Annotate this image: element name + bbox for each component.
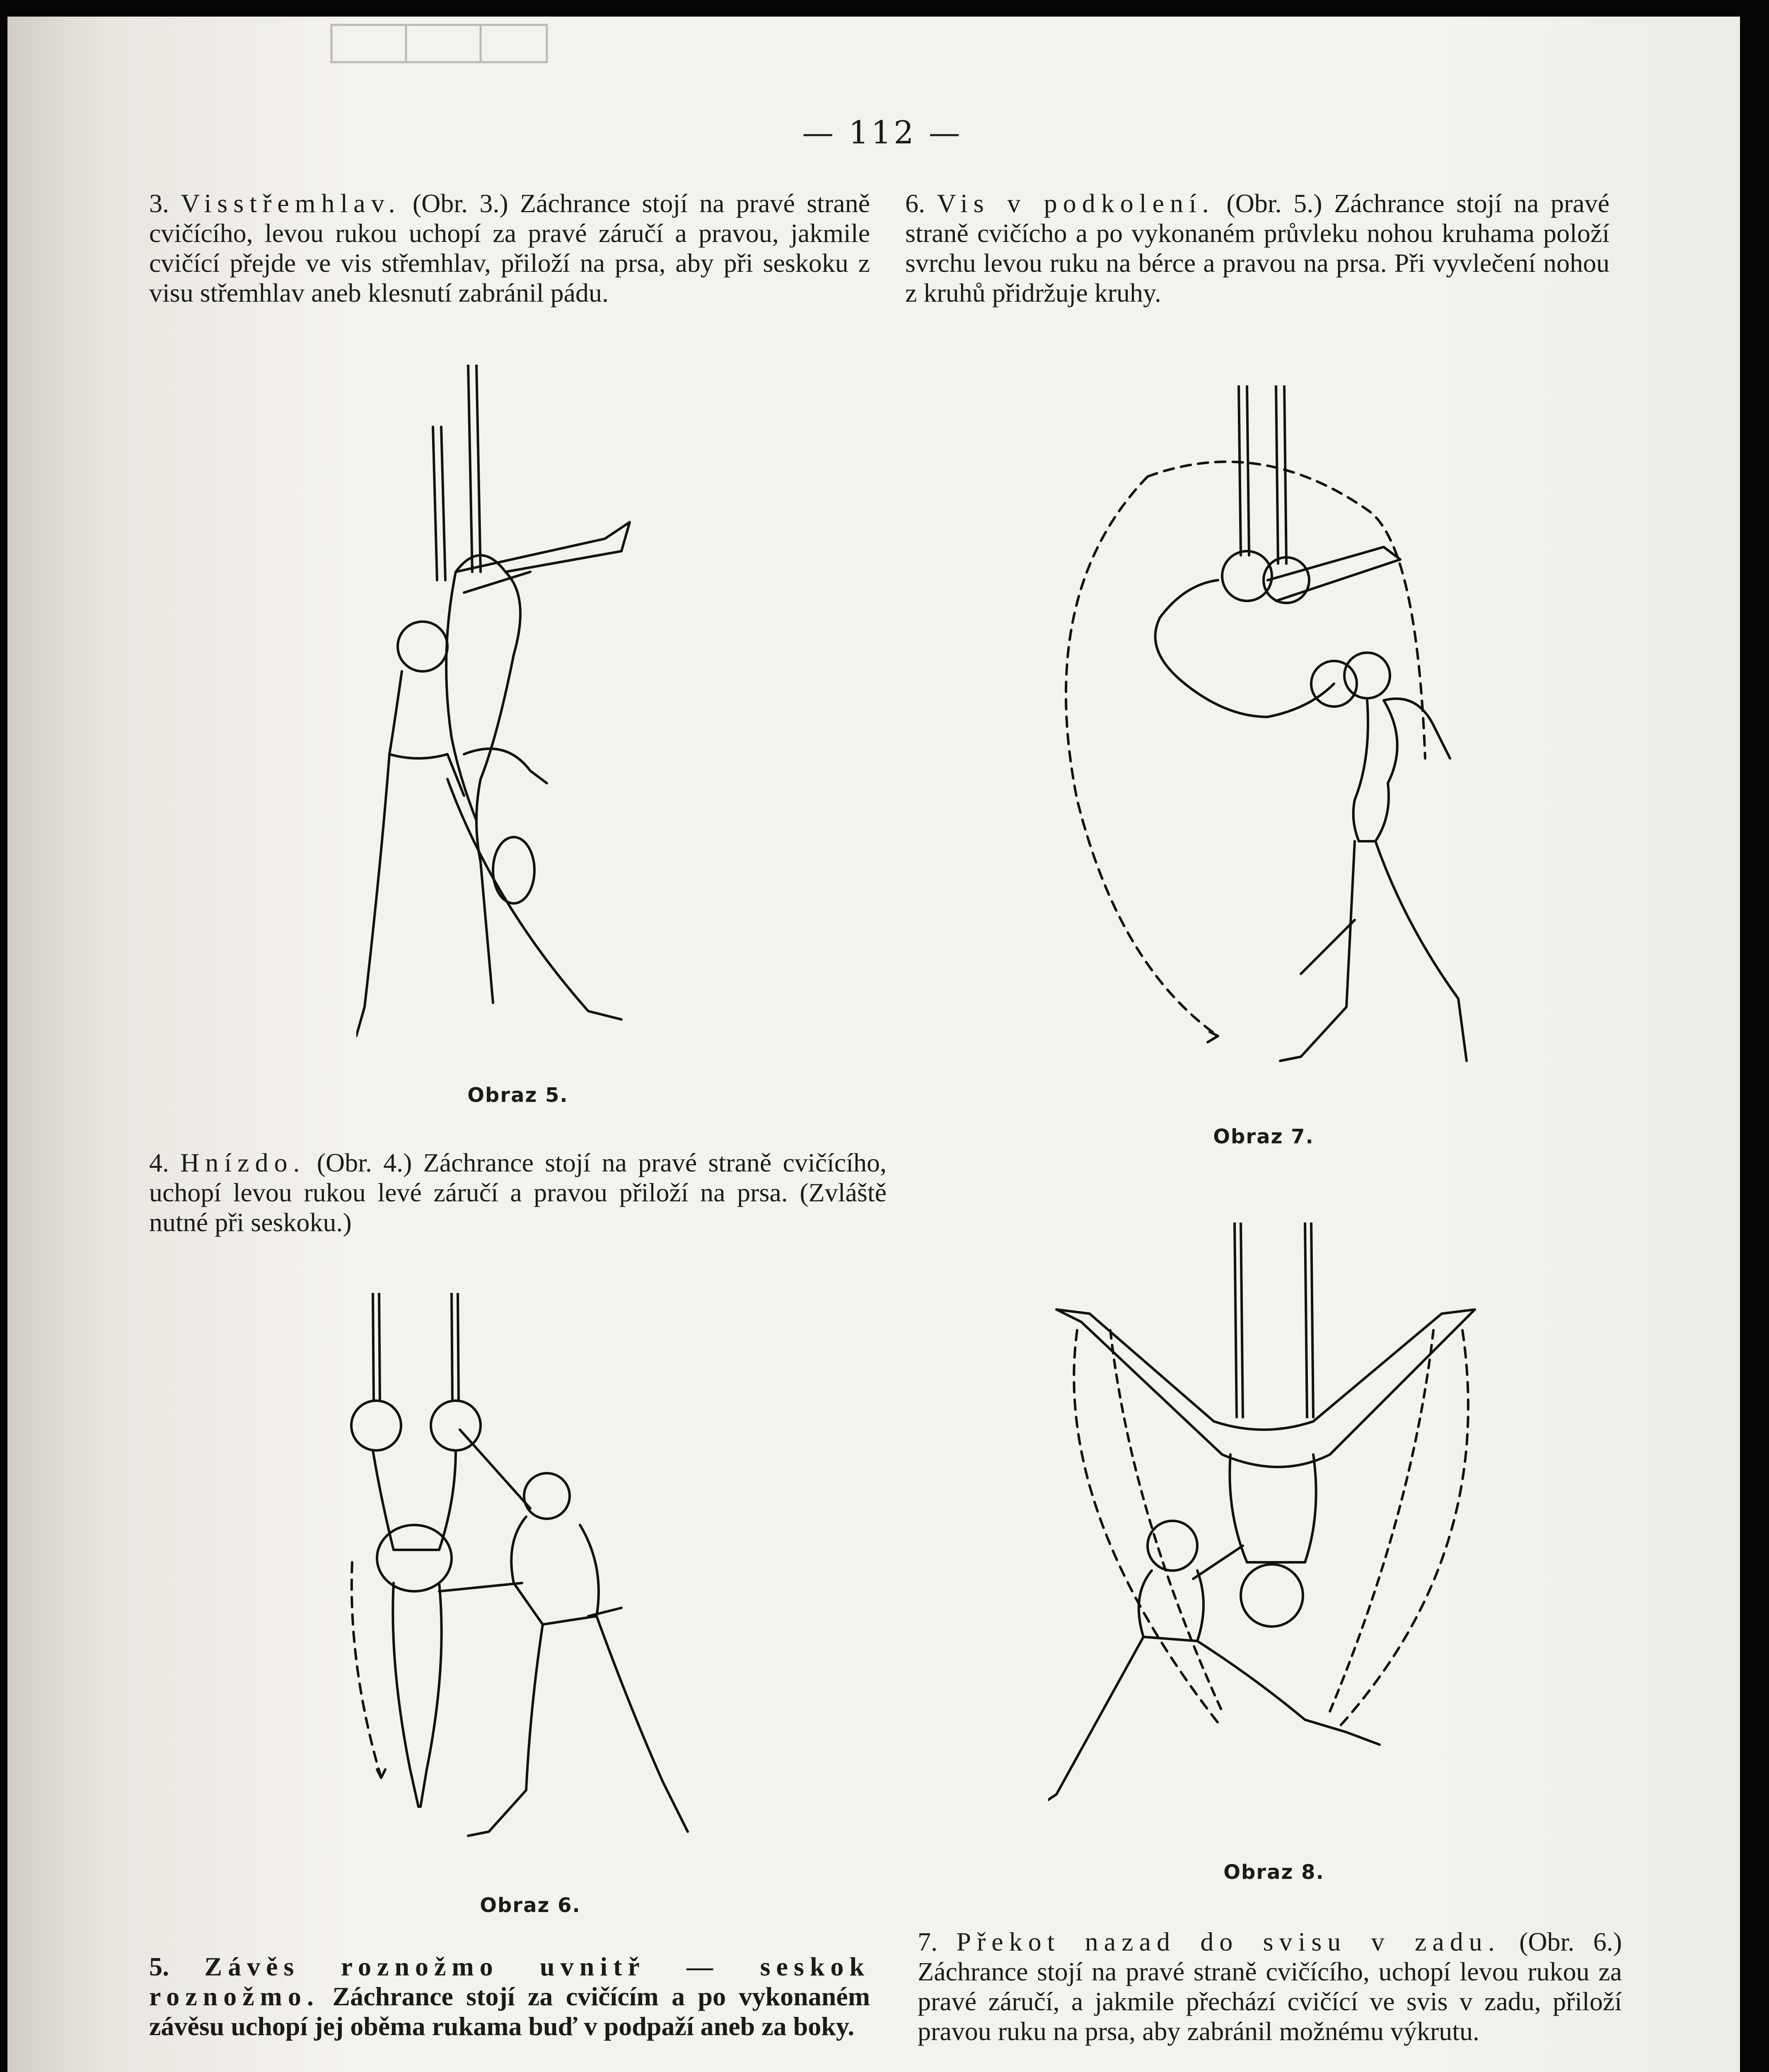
section-title: Překot nazad do svisu v zadu. [956, 1927, 1501, 1956]
faded-stamp-mark [323, 17, 555, 66]
section-body: (Obr. 4.) Záchrance stojí na pravé straně cvičícího, uchopí levou rukou levé záručí a pravou přiloží na prsa. (Zvláště nutné při seskoku.) [149, 1148, 887, 1237]
section-4-paragraph [149, 1148, 887, 1237]
gymnast-inverted-split-illustration [1048, 1222, 1504, 1844]
gymnast-knee-hang-illustration [1011, 385, 1508, 1098]
figure-7-caption: Obraz 7. [1213, 1125, 1314, 1148]
figure-6-caption: Obraz 6. [480, 1894, 581, 1917]
section-body: (Obr. 6.) Záchrance stojí na pravé straně cvičícího, uchopí levou rukou za pravé záručí, a jakmile přechází cvičící ve svis v zadu, přiloží pravou ruku na prsa, aby zabránil možnému výkrutu. [918, 1927, 1622, 2046]
section-title: Visstřemhlav. [181, 189, 401, 218]
scan-border-left [0, 0, 7, 2072]
section-number: 7. [918, 1927, 938, 1956]
gymnast-straddle-hang-illustration [356, 365, 688, 1069]
section-body: (Obr. 5.) Záchrance stojí na pravé straně cvičícho a po vykonaném průvleku nohou kruhama položí svrchu levou ruku na bérce a pravou na prsa. Při vyvlečení nohou z kruhů přidržuje kruhy. [905, 189, 1610, 307]
figure-5-caption: Obraz 5. [467, 1084, 568, 1107]
section-title: Vis v podkolení. [937, 189, 1215, 218]
scan-border-right [1740, 0, 1769, 2072]
section-body: (Obr. 3.) Záchrance stojí na pravé straně cvičícího, levou rukou uchopí za pravé záručí a pravou, jakmile cvičící přejde ve vis střemhlav, přiloží na prsa, aby při seskoku z visu střemhlav aneb klesnutí zabránil pádu. [149, 189, 870, 307]
scan-border-top [0, 0, 1769, 17]
figure-8-caption: Obraz 8. [1223, 1861, 1324, 1884]
page-number: — 112 — [802, 114, 963, 151]
section-body: Záchrance stojí za cvičícím a po vykonaném závěsu uchopí jej oběma rukama buď v podpaží aneb za boky. [149, 1982, 870, 2041]
section-title: Závěs roznožmo uvnitř — seskok roznožmo. [149, 1952, 870, 2011]
section-5-paragraph [149, 1952, 870, 2041]
section-number: 6. [905, 189, 925, 218]
section-number: 5. [149, 1952, 169, 1981]
gymnast-rings-nest-illustration [331, 1293, 746, 1886]
section-3-paragraph [149, 189, 870, 308]
section-number: 4. [149, 1148, 169, 1177]
section-6-paragraph [905, 189, 1610, 308]
section-title: Hnízdo. [180, 1148, 306, 1177]
section-number: 3. [149, 189, 169, 218]
section-7-paragraph [918, 1927, 1622, 2046]
